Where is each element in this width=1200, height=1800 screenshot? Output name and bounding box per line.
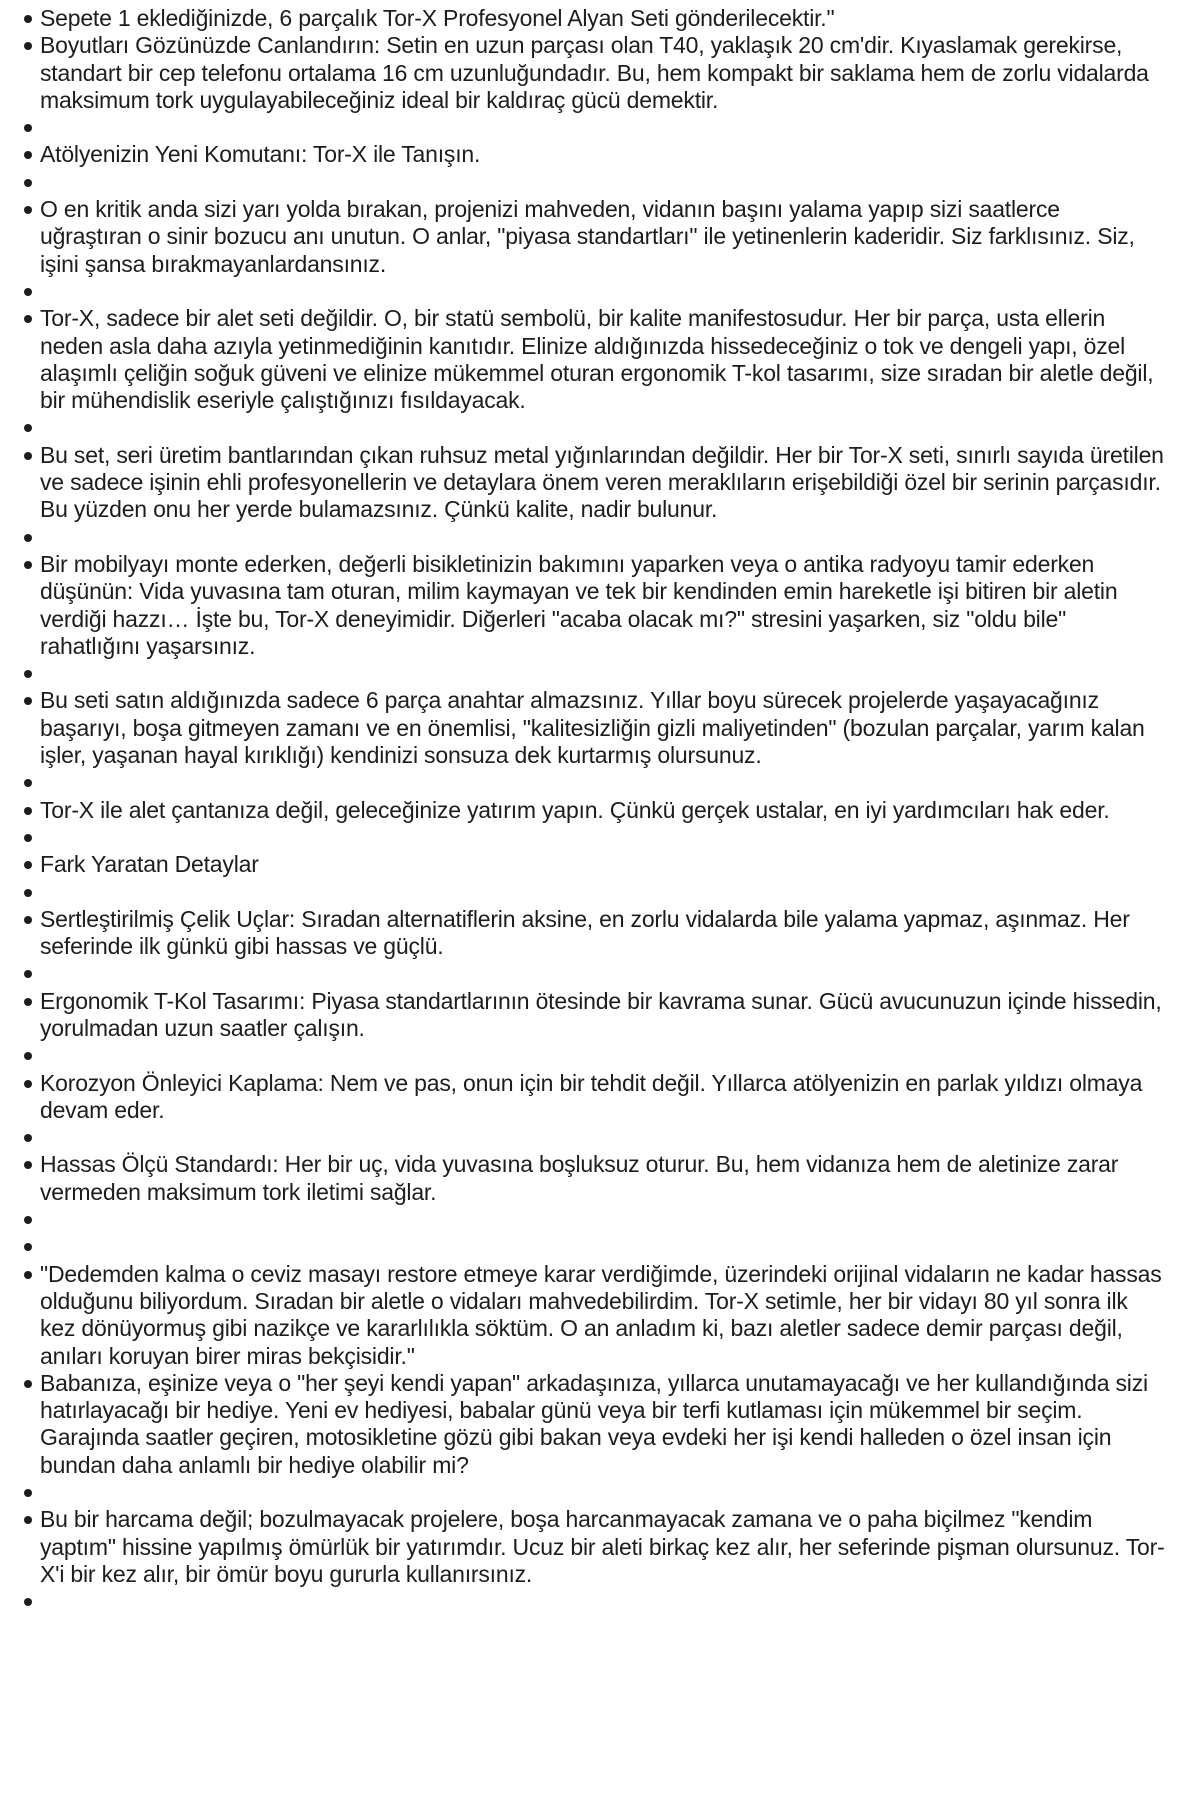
- list-item: [0, 687, 1166, 769]
- bullet-icon: [24, 124, 32, 132]
- bullet-icon: [24, 889, 32, 897]
- list-item: [0, 1233, 1166, 1260]
- list-item: [0, 1070, 1166, 1125]
- bullet-icon: [24, 288, 32, 296]
- bullet-text: Sepete 1 eklediğinizde, 6 parçalık Tor-X Profesyonel Alyan Seti gönderilecektir.": [40, 5, 835, 31]
- bullet-icon: [24, 970, 32, 978]
- list-item: [0, 988, 1166, 1043]
- bullet-icon: [24, 561, 32, 569]
- bullet-icon: [24, 1271, 32, 1279]
- bullet-icon: [24, 670, 32, 678]
- bullet-icon: [24, 1489, 32, 1497]
- bullet-icon: [24, 779, 32, 787]
- bullet-text: Bu bir harcama değil; bozulmayacak projelere, boşa harcanmayacak zamana ve o paha biçilmez "kendim yaptım" hissine yapılmış ömürlük bir yatırımdır. Ucuz bir aleti birkaç kez alır, her seferinde pişman olursunuz. Tor-X'i bir kez alır, bir ömür boyu gururla kullanırsınız.: [40, 1506, 1165, 1587]
- list-item: [0, 824, 1166, 851]
- bullet-icon: [24, 861, 32, 869]
- bullet-icon: [24, 424, 32, 432]
- bullet-text: Bu set, seri üretim bantlarından çıkan ruhsuz metal yığınlarından değildir. Her bir Tor-X seti, sınırlı sayıda üretilen ve sadece işinin ehli profesyonellerin ve detaylara önem veren meraklıların erişebildiği özel bir serinin parçasıdır. Bu yüzden onu her yerde bulamazsınız. Çünkü kalite, nadir bulunur.: [40, 441, 1164, 523]
- bullet-icon: [24, 998, 32, 1006]
- list-item: [0, 1124, 1166, 1151]
- bullet-icon: [24, 452, 32, 460]
- bullet-icon: [24, 534, 32, 542]
- list-item: [0, 414, 1166, 441]
- bullet-text: "Dedemden kalma o ceviz masayı restore etmeye karar verdiğimde, üzerindeki orijinal vidaların ne kadar hassas olduğunu biliyordum. Sıradan bir aletle o vidaları mahvedebilirdim. Tor-X setimle, her bir vidayı 80 yıl sonra ilk kez dönüyormuş gibi nazikçe ve kararlılıkla söktüm. O an anladım ki, bazı aletler sadece demir parçası değil, anıları koruyan birer miras bekçisidir.": [40, 1260, 1162, 1369]
- bullet-icon: [24, 1216, 32, 1224]
- list-item: [0, 851, 1166, 878]
- bullet-icon: [24, 179, 32, 187]
- list-item: [0, 1588, 1166, 1615]
- list-item: [0, 1151, 1166, 1206]
- list-item: [0, 660, 1166, 687]
- bullet-text: Tor-X ile alet çantanıza değil, geleceğinize yatırım yapın. Çünkü gerçek ustalar, en iyi yardımcıları hak eder.: [40, 796, 1110, 823]
- list-item: [0, 196, 1166, 278]
- bullet-icon: [24, 1052, 32, 1060]
- list-item: [0, 960, 1166, 987]
- list-item: [0, 1206, 1166, 1233]
- bullet-text: Fark Yaratan Detaylar: [40, 851, 259, 878]
- list-item: [0, 879, 1166, 906]
- list-item: [0, 169, 1166, 196]
- list-item: [0, 1370, 1166, 1479]
- bullet-icon: [24, 1598, 32, 1606]
- list-item: [0, 141, 1166, 168]
- list-item: [0, 797, 1166, 824]
- list-item: [0, 1479, 1166, 1506]
- list-item: [0, 906, 1166, 961]
- bullet-icon: [24, 1161, 32, 1169]
- bullet-text: Bir mobilyayı monte ederken, değerli bisikletinizin bakımını yaparken veya o antika radyoyu tamir ederken düşünün: Vida yuvasına tam oturan, milim kaymayan ve tek bir kendinden emin hareketle işi bitiren bir aletin verdiği hazzı… İşte bu, Tor-X deneyimidir. Diğerleri "acaba olacak mı?" stresini yaşarken, siz "oldu bile" rahatlığını yaşarsınız.: [40, 550, 1118, 659]
- list-item: [0, 769, 1166, 796]
- bullet-text: Tor-X, sadece bir alet seti değildir. O, bir statü sembolü, bir kalite manifestosudur. Her bir parça, usta ellerin neden asla daha azıyla yetinmediğinin kanıtıdır. Elinize aldığınızda hissedeceğiniz o tok ve dengeli yapı, özel alaşımlı çeliğin soğuk güveni ve elinize mükemmel oturan ergonomik T-kol tasarımı, size sıradan bir aletle değil, bir mühendislik eseriyle çalıştığınızı fısıldayacak.: [40, 305, 1154, 414]
- bullet-text: Bu seti satın aldığınızda sadece 6 parça anahtar almazsınız. Yıllar boyu sürecek projelerde yaşayacağınız başarıyı, boşa gitmeyen zamanı ve en önemlisi, "kalitesizliğin gizli maliyetinden" (bozulan parçalar, yarım kalan işler, yaşanan hayal kırıklığı) kendinizi sonsuza dek kurtarmış olursunuz.: [40, 687, 1145, 769]
- bullet-text: Ergonomik T-Kol Tasarımı: Piyasa standartlarının ötesinde bir kavrama sunar. Gücü avucunuzun içinde hissedin, yorulmadan uzun saatler çalışın.: [40, 987, 1162, 1041]
- bullet-icon: [24, 1080, 32, 1088]
- bullet-icon: [24, 15, 32, 23]
- bullet-text: Sertleştirilmiş Çelik Uçlar: Sıradan alternatiflerin aksine, en zorlu vidalarda bile yalama yapmaz, aşınmaz. Her seferinde ilk günkü gibi hassas ve güçlü.: [40, 905, 1130, 960]
- bullet-icon: [24, 42, 32, 50]
- bullet-icon: [24, 206, 32, 214]
- bullet-icon: [24, 315, 32, 323]
- list-item: [0, 5, 1166, 32]
- bullet-text: Atölyenizin Yeni Komutanı: Tor-X ile Tanışın.: [40, 141, 481, 168]
- bullet-text: Boyutları Gözünüzde Canlandırın: Setin en uzun parçası olan T40, yaklaşık 20 cm'dir. Kıyaslamak gerekirse, standart bir cep telefonu ortalama 16 cm uzunluğundadır. Bu, hem kompakt bir saklama hem de zorlu vidalarda maksimum tork uygulayabileceğiniz ideal bir kaldıraç gücü demektir.: [40, 32, 1149, 113]
- list-item: [0, 1261, 1166, 1370]
- bullet-text: O en kritik anda sizi yarı yolda bırakan, projenizi mahveden, vidanın başını yalama yapıp sizi saatlerce uğraştıran o sinir bozucu anı unutun. O anlar, "piyasa standartları" ile yetinenlerin kaderidir. Siz farklısınız. Siz, işini şansa bırakmayanlardansınız.: [40, 196, 1135, 277]
- bullet-icon: [24, 916, 32, 924]
- list-item: [0, 114, 1166, 141]
- bullet-icon: [24, 1134, 32, 1142]
- bullet-icon: [24, 697, 32, 705]
- list-item: [0, 1042, 1166, 1069]
- bullet-text: Babanıza, eşinize veya o "her şeyi kendi yapan" arkadaşınıza, yıllarca unutamayacağı ve her kullandığında sizi hatırlayacağı bir hediye. Yeni ev hediyesi, babalar günü veya bir terfi kutlaması için mükemmel bir seçim. Garajında saatler geçiren, motosikletine gözü gibi bakan veya evdeki her işi kendi halleden o özel insan için bundan daha anlamlı bir hediye olabilir mi?: [40, 1369, 1148, 1478]
- list-item: [0, 551, 1166, 660]
- bullet-icon: [24, 1380, 32, 1388]
- list-item: [0, 32, 1166, 114]
- list-item: [0, 442, 1166, 524]
- list-item: [0, 278, 1166, 305]
- list-item: [0, 305, 1166, 414]
- list-item: [0, 524, 1166, 551]
- list-item: [0, 1506, 1166, 1588]
- bullet-icon: [24, 1243, 32, 1251]
- bullet-icon: [24, 1516, 32, 1524]
- bullet-text: Hassas Ölçü Standardı: Her bir uç, vida yuvasına boşluksuz oturur. Bu, hem vidanıza hem de aletinize zarar vermeden maksimum tork iletimi sağlar.: [40, 1151, 1119, 1205]
- bullet-icon: [24, 151, 32, 159]
- bullet-text: Korozyon Önleyici Kaplama: Nem ve pas, onun için bir tehdit değil. Yıllarca atölyenizin en parlak yıldızı olmaya devam eder.: [40, 1069, 1143, 1123]
- bullet-icon: [24, 807, 32, 815]
- bullet-icon: [24, 834, 32, 842]
